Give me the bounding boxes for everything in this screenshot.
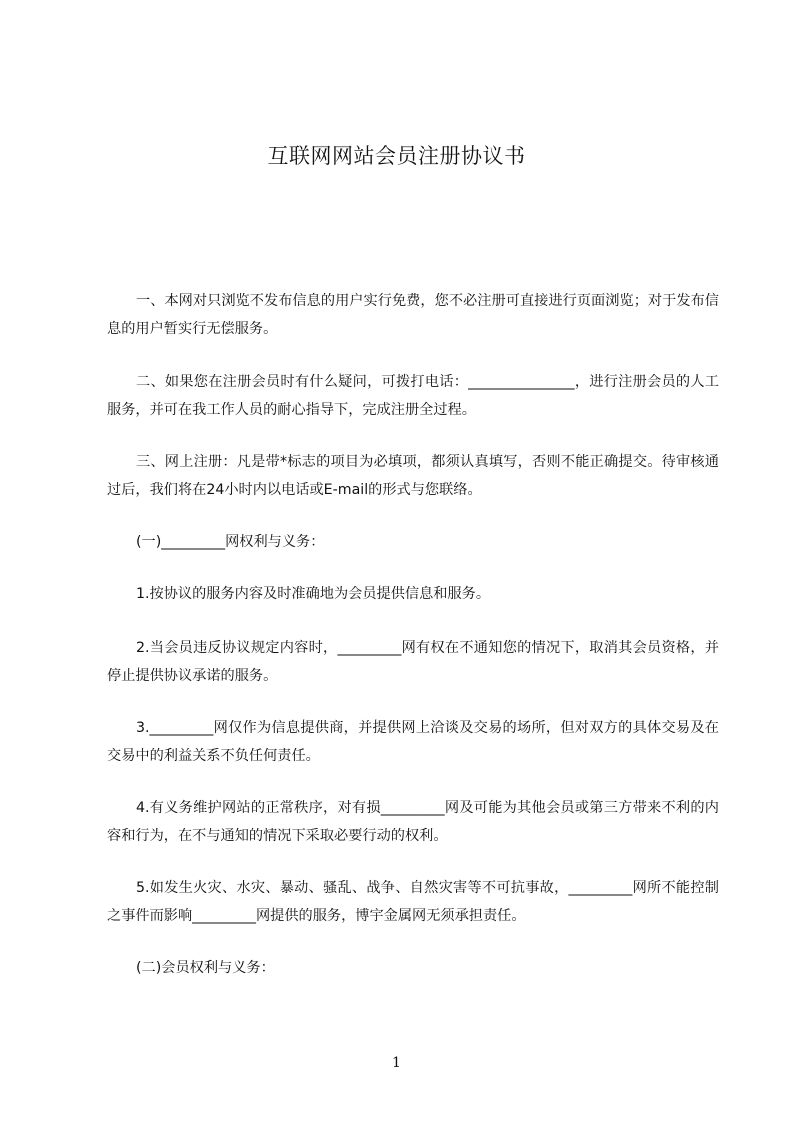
list-item: 4.有义务维护网站的正常秩序，对有损_________网及可能为其他会员或第三方带来不利的内容和行为，在不与通知的情况下采取必要行动的权利。 (107, 800, 719, 844)
list-item: 3._________网仅作为信息提供商，并提供网上洽谈及交易的场所，但对双方的具体交易及在交易中的利益关系不负任何责任。 (107, 720, 719, 764)
document-title: 互联网网站会员注册协议书 (267, 144, 526, 168)
paragraph-registration-help: 二、如果您在注册会员时有什么疑问，可拨打电话：_______________，进行注册会员的人工服务，并可在我工作人员的耐心指导下，完成注册全过程。 (107, 374, 719, 418)
list-item: 1.按协议的服务内容及时准确地为会员提供信息和服务。 (136, 586, 491, 602)
section-heading-member-rights: (二)会员权利与义务： (136, 960, 275, 976)
paragraph-browsing-free: 一、本网对只浏览不发布信息的用户实行免费，您不必注册可直接进行页面浏览；对于发布信息的用户暂实行无偿服务。 (107, 293, 719, 337)
section-heading-site-rights: (一)_________网权利与义务： (136, 534, 325, 550)
list-item: 5.如发生火灾、水灾、暴动、骚乱、战争、自然灾害等不可抗事故，_________网所不能控制之事件而影响_________网提供的服务，博宇金属网无须承担责任。 (107, 880, 719, 924)
list-item: 2.当会员违反协议规定内容时，_________网有权在不通知您的情况下，取消其会员资格，并停止提供协议承诺的服务。 (107, 640, 719, 684)
page-number: 1 (392, 1055, 401, 1071)
paragraph-online-registration: 三、网上注册：凡是带*标志的项目为必填项，都须认真填写，否则不能正确提交。待审核通过后，我们将在24小时内以电话或E-mail的形式与您联络。 (107, 454, 719, 498)
